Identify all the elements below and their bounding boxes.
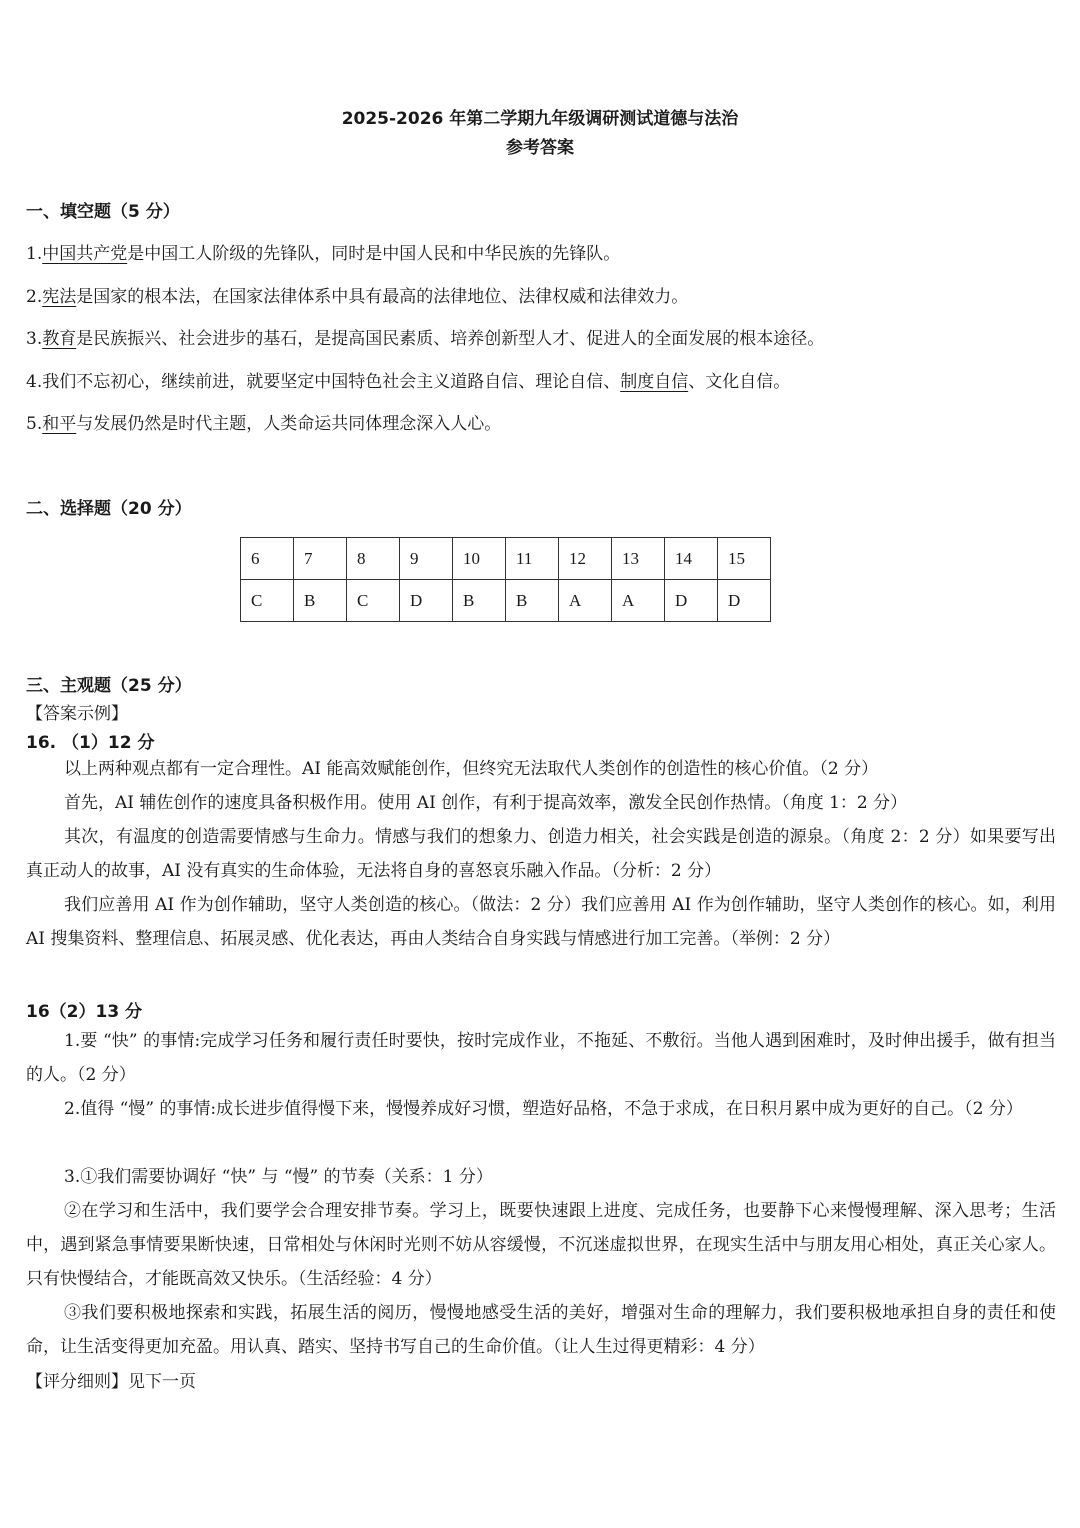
fill-blank-item-3: 3.教育是民族振兴、社会进步的基石，是提高国民素质、培养创新型人才、促进人的全面发展的根本途径。	[26, 329, 825, 349]
q16-1-paragraph-2: 首先，AI 辅佐创作的速度具备积极作用。使用 AI 创作，有利于提高效率，激发全民创作热情。（角度 1：2 分）	[64, 793, 908, 813]
question-number-row	[241, 538, 771, 580]
blank-answer: 中国共产党	[42, 244, 128, 264]
question-number: 11	[506, 538, 559, 580]
document-subtitle: 参考答案	[506, 138, 574, 158]
answer-letter: D	[665, 580, 718, 622]
q16-1-paragraph-1: 以上两种观点都有一定合理性。AI 能高效赋能创作，但终究无法取代人类创作的创造性的核心价值。（2 分）	[64, 759, 879, 779]
fill-blank-item-4: 4.我们不忘初心，继续前进，就要坚定中国特色社会主义道路自信、理论自信、制度自信、文化自信。	[26, 372, 791, 392]
answer-letter: A	[559, 580, 612, 622]
q16-1-paragraph-3: 其次，有温度的创造需要情感与生命力。情感与我们的想象力、创造力相关，社会实践是创造的源泉。（角度 2：2 分）如果要写出真正动人的故事，AI 没有真实的生命体验，无法将自身的喜怒哀乐融入作品。（分析：2 分）	[26, 827, 1056, 881]
question-number: 6	[241, 538, 294, 580]
section-fill-blank-heading: 一、填空题（5 分）	[26, 202, 180, 222]
question-number: 12	[559, 538, 612, 580]
section-choice-heading: 二、选择题（20 分）	[26, 499, 192, 519]
question-number: 8	[347, 538, 400, 580]
q16-2-paragraph-4: ②在学习和生活中，我们要学会合理安排节奏。学习上，既要快速跟上进度、完成任务，也要静下心来慢慢理解、深入思考；生活中，遇到紧急事情要果断快速，日常相处与休闲时光则不妨从容缓慢，不沉迷虚拟世界，在现实生活中与朋友用心相处，真正关心家人。只有快慢结合，才能既高效又快乐。（生活经验：4 分）	[26, 1201, 1056, 1289]
answer-letter: D	[400, 580, 453, 622]
fill-blank-item-1: 1.中国共产党是中国工人阶级的先锋队，同时是中国人民和中华民族的先锋队。	[26, 244, 621, 264]
q16-2-label: 16（2）13 分	[26, 1002, 143, 1022]
q16-2-paragraph-2: 2.值得 “慢” 的事情:成长进步值得慢下来，慢慢养成好习惯，塑造好品格，不急于求成，在日积月累中成为更好的自己。（2 分）	[64, 1099, 1023, 1119]
choice-answer-table	[240, 537, 771, 622]
q16-1-paragraph-4: 我们应善用 AI 作为创作辅助，坚守人类创造的核心。（做法：2 分）我们应善用 AI 作为创作辅助，坚守人类创作的核心。如，利用 AI 搜集资料、整理信息、拓展灵感、优化表达，再由人类结合自身实践与情感进行加工完善。（举例：2 分）	[26, 895, 1056, 949]
blank-answer: 制度自信	[620, 372, 689, 392]
q16-2-paragraph-3: 3.①我们需要协调好 “快” 与 “慢” 的节奏（关系：1 分）	[64, 1167, 493, 1187]
answer-letter: A	[612, 580, 665, 622]
answer-letter: B	[506, 580, 559, 622]
question-number: 9	[400, 538, 453, 580]
answer-letter: C	[241, 580, 294, 622]
question-number: 10	[453, 538, 506, 580]
blank-answer: 宪法	[42, 287, 77, 307]
question-number: 15	[718, 538, 771, 580]
document-title: 2025-2026 年第二学期九年级调研测试道德与法治	[341, 109, 739, 129]
answer-letter: B	[294, 580, 347, 622]
answer-row	[241, 580, 771, 622]
question-number: 14	[665, 538, 718, 580]
answer-letter: B	[453, 580, 506, 622]
blank-answer: 教育	[42, 329, 77, 349]
question-number: 7	[294, 538, 347, 580]
q16-1-label: 16. （1）12 分	[26, 733, 155, 753]
question-number: 13	[612, 538, 665, 580]
q16-2-paragraph-1: 1.要 “快” 的事情:完成学习任务和履行责任时要快，按时完成作业，不拖延、不敷衍。当他人遇到困难时，及时伸出援手，做有担当的人。（2 分）	[26, 1031, 1056, 1085]
fill-blank-item-2: 2.宪法是国家的根本法，在国家法律体系中具有最高的法律地位、法律权威和法律效力。	[26, 287, 689, 307]
answer-letter: D	[718, 580, 771, 622]
grading-rules-note: 【评分细则】见下一页	[26, 1372, 196, 1392]
answer-letter: C	[347, 580, 400, 622]
q16-2-paragraph-5: ③我们要积极地探索和实践，拓展生活的阅历，慢慢地感受生活的美好，增强对生命的理解力，我们要积极地承担自身的责任和使命，让生活变得更加充盈。用认真、踏实、坚持书写自己的生命价值。（让人生过得更精彩：4 分）	[26, 1303, 1056, 1357]
fill-blank-item-5: 5.和平与发展仍然是时代主题，人类命运共同体理念深入人心。	[26, 414, 502, 434]
section-subjective-heading: 三、主观题（25 分）	[26, 676, 192, 696]
blank-answer: 和平	[42, 414, 77, 434]
answer-example-label: 【答案示例】	[26, 704, 128, 724]
